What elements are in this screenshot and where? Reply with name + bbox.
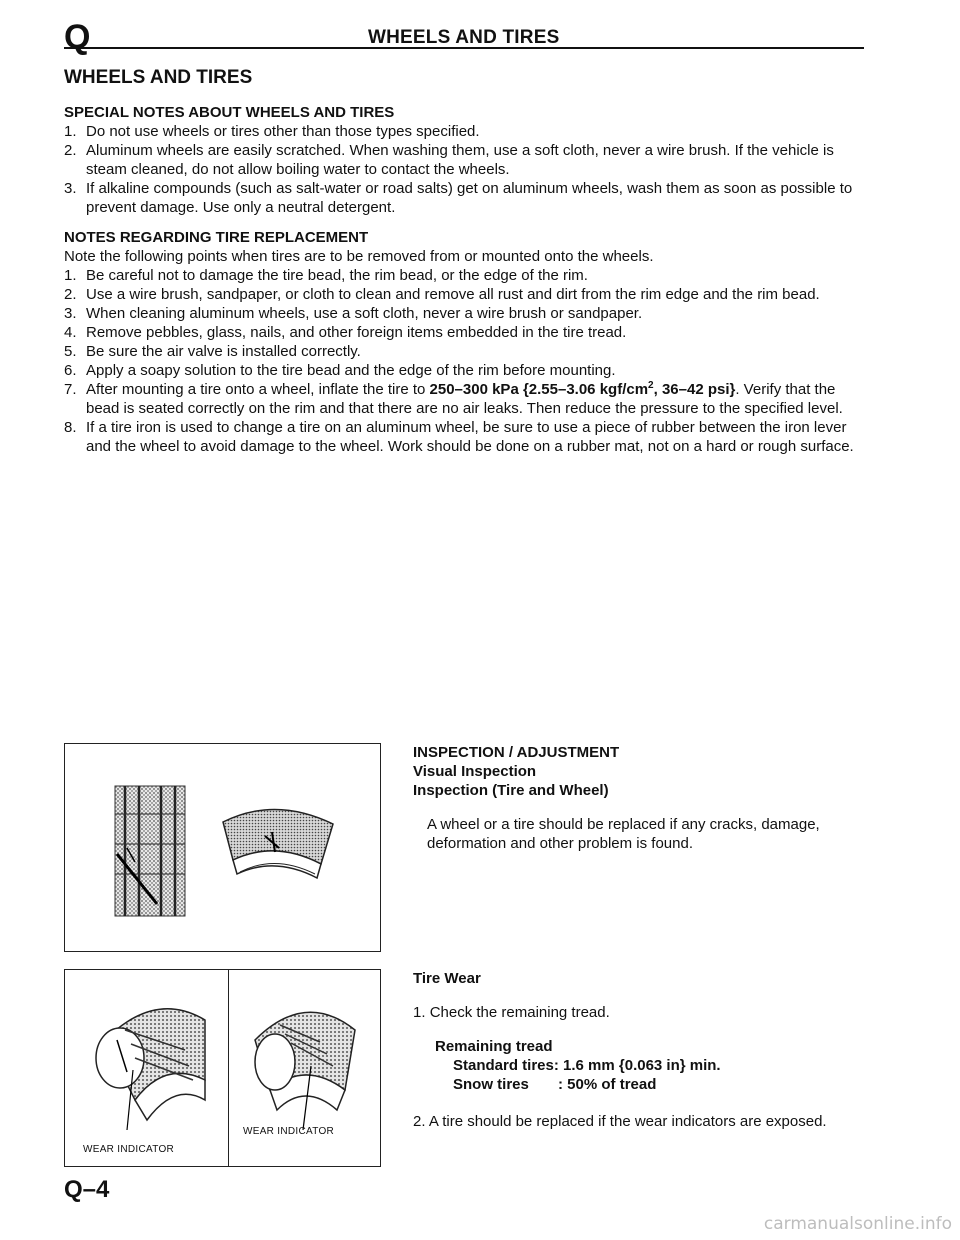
watermark: carmanualsonline.info (763, 1214, 952, 1234)
visual-inspection-heading: Visual Inspection (413, 763, 537, 780)
special-notes-list (64, 122, 864, 217)
inspection-text: A wheel or a tire should be replaced if any cracks, damage, deformation and other problem is found. (427, 816, 820, 852)
inspection-heading: INSPECTION / ADJUSTMENT (413, 744, 620, 761)
list-item: 1. Do not use wheels or tires other than those types specified. (64, 123, 480, 140)
list-item: 2. Aluminum wheels are easily scratched. When washing them, use a soft cloth, never a wire brush. If the vehicle is steam cleaned, do not allow boiling water to contact the wheels. (64, 142, 834, 178)
sidewall-section-icon (223, 809, 333, 878)
special-notes-section (64, 103, 864, 217)
tire-replacement-section (64, 228, 864, 456)
tire-replacement-heading: NOTES REGARDING TIRE REPLACEMENT (64, 229, 369, 246)
page-heading: WHEELS AND TIRES (64, 67, 253, 88)
wear-indicator-label-left: WEAR INDICATOR (83, 1144, 175, 1155)
special-notes-heading: SPECIAL NOTES ABOUT WHEELS AND TIRES (64, 104, 395, 121)
snow-tire-icon (255, 1012, 355, 1130)
list-item: 5. Be sure the air valve is installed correctly. (64, 343, 361, 360)
header-rule (64, 47, 864, 49)
list-item: 8. If a tire iron is used to change a tire on an aluminum wheel, be sure to use a piece of rubber between the iron lever and the wheel to avoid damage to the wheel. Work should be done on a rubber mat, not on a hard or rough surface. (64, 419, 854, 455)
tire-replacement-list (64, 266, 864, 456)
standard-tire-icon (96, 1009, 205, 1130)
inflation-pressure: 250–300 kPa {2.55–3.06 kgf/cm (429, 381, 649, 398)
tire-replacement-intro: Note the following points when tires are to be removed from or mounted onto the wheels. (64, 248, 654, 265)
snow-tires-spec: Snow tires : 50% of tread (453, 1076, 657, 1093)
tire-wear-section (413, 969, 865, 1146)
list-item: 7. After mounting a tire onto a wheel, inflate the tire to 250–300 kPa {2.55–3.06 kgf/$cm^2$, 36–42 psi}. Verify that the bead is seated correctly on the rim and that there are no air leaks. Then reduce the pressure to the specified level. (64, 380, 843, 417)
running-title: WHEELS AND TIRES (368, 27, 560, 48)
remaining-tread-heading: Remaining tread (435, 1038, 553, 1055)
figure-tire-wheel-inspection (64, 743, 381, 952)
list-item: 1. Be careful not to damage the tire bead, the rim bead, or the edge of the rim. (64, 267, 588, 284)
wear-indicator-label-right: WEAR INDICATOR (243, 1126, 335, 1137)
tire-wear-step-2: 2. A tire should be replaced if the wear indicators are exposed. (413, 1113, 827, 1130)
list-item: 2. Use a wire brush, sandpaper, or cloth to clean and remove all rust and dirt from the rim edge and the rim bead. (64, 286, 820, 303)
list-item: 3. When cleaning aluminum wheels, use a soft cloth, never a wire brush or sandpaper. (64, 305, 643, 322)
standard-tires-spec: Standard tires: 1.6 mm {0.063 in} min. (453, 1057, 721, 1074)
list-item: 6. Apply a soapy solution to the tire bead and the edge of the rim before mounting. (64, 362, 616, 379)
list-item: 4. Remove pebbles, glass, nails, and other foreign items embedded in the tire tread. (64, 324, 627, 341)
page-number: Q–4 (64, 1176, 110, 1203)
inspection-section (413, 743, 865, 868)
tread-section-icon (115, 786, 185, 916)
remaining-tread-spec (413, 1037, 865, 1094)
tire-wear-heading: Tire Wear (413, 970, 481, 987)
tire-crack-illustration (65, 744, 380, 951)
figure-wear-indicators (64, 969, 381, 1167)
section-letter: Q (64, 18, 91, 56)
list-item: 3. If alkaline compounds (such as salt-water or road salts) get on aluminum wheels, wash them as soon as possible to prevent damage. Use only a neutral detergent. (64, 180, 853, 216)
tire-wheel-inspection-heading: Inspection (Tire and Wheel) (413, 782, 609, 799)
tire-wear-step-1: 1. Check the remaining tread. (413, 1004, 610, 1021)
